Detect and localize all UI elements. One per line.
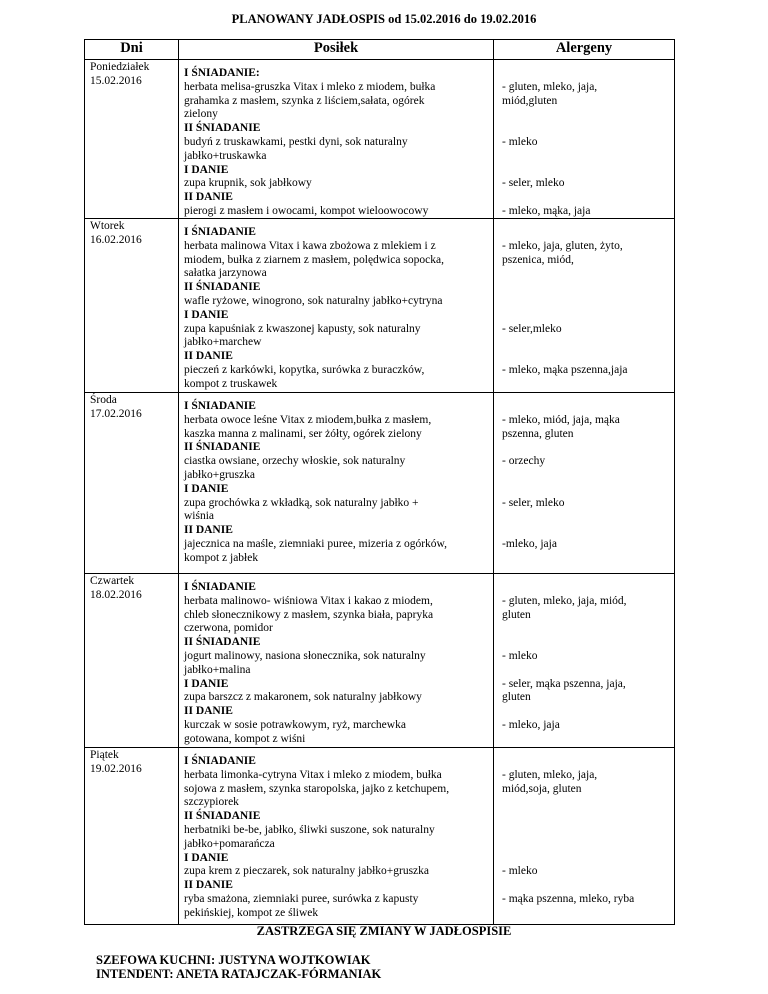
- meal-description: wiśnia: [184, 510, 215, 523]
- allergen-text: miód,soja, gluten: [502, 782, 582, 795]
- meal-description: herbatniki be-be, jabłko, śliwki suszone, sok naturalny: [184, 824, 435, 836]
- menu-row: [85, 60, 675, 219]
- meal-cell: [179, 748, 494, 925]
- meal-heading: II DANIE: [184, 879, 233, 892]
- meal-description: grahamka z masłem, szynka z liściem,sałata, ogórek: [184, 94, 425, 107]
- day-name: Wtorek: [90, 220, 125, 232]
- meal-description: pierogi z masłem i owocami, kompot wieloowocowy: [184, 205, 429, 217]
- meal-description: herbata malinowa Vitax i kawa zbożowa z mlekiem i z: [184, 239, 436, 252]
- allergen-text: - mleko: [502, 650, 538, 662]
- day-cell: [85, 574, 179, 748]
- allergens-cell: [494, 219, 675, 393]
- meal-description: szczypiorek: [184, 796, 239, 809]
- allergen-text: - gluten, mleko, jaja,: [502, 80, 598, 93]
- allergen-text: gluten: [502, 608, 531, 621]
- meal-heading: I ŚNIADANIE: [184, 581, 256, 593]
- day-date: 19.02.2016: [90, 763, 142, 775]
- header-allergens: Alergeny: [494, 40, 675, 60]
- intendent-name: INTENDENT: ANETA RATAJCZAK-FÓRMANIAK: [96, 967, 382, 981]
- meal-description: ciastka owsiane, orzechy włoskie, sok naturalny: [184, 455, 406, 468]
- allergen-text: - mleko, jaja: [502, 719, 560, 731]
- day-cell: [85, 219, 179, 393]
- allergen-text: - seler, mąka pszenna, jaja,: [502, 677, 626, 690]
- meal-description: zupa kapuśniak z kwaszonej kapusty, sok naturalny: [184, 322, 421, 335]
- day-date: 15.02.2016: [90, 75, 142, 87]
- meal-heading: I ŚNIADANIE: [184, 400, 256, 412]
- allergen-text: - gluten, mleko, jaja, miód,: [502, 594, 627, 607]
- header-day: Dni: [85, 40, 179, 60]
- allergen-text: pszenna, gluten: [502, 427, 574, 440]
- meal-description: czerwona, pomidor: [184, 622, 273, 635]
- meal-description: jabłko+truskawka: [184, 149, 267, 162]
- allergen-text: - seler,mleko: [502, 322, 562, 335]
- meal-heading: I ŚNIADANIE:: [184, 67, 260, 79]
- allergen-text: - mleko, mąka pszenna,jaja: [502, 364, 628, 376]
- meal-description: jogurt malinowy, nasiona słonecznika, sok naturalny: [184, 650, 426, 662]
- menu-row: [85, 219, 675, 393]
- meal-heading: II DANIE: [184, 705, 233, 718]
- meal-description: pekińskiej, kompot ze śliwek: [184, 906, 319, 919]
- meal-description: chleb słonecznikowy z masłem, szynka biała, papryka: [184, 608, 434, 621]
- day-cell: [85, 60, 179, 219]
- meal-heading: II ŚNIADANIE: [184, 122, 261, 135]
- meal-description: budyń z truskawkami, pestki dyni, sok naturalny: [184, 136, 408, 148]
- document-title: PLANOWANY JADŁOSPIS od 15.02.2016 do 19.02.2016: [231, 12, 537, 26]
- header-row: [85, 40, 675, 60]
- meal-description: herbata limonka-cytryna Vitax i mleko z miodem, bułka: [184, 768, 442, 781]
- day-date: 17.02.2016: [90, 408, 142, 420]
- meal-cell: [179, 393, 494, 574]
- day-cell: [85, 393, 179, 574]
- meal-description: zupa barszcz z makaronem, sok naturalny jabłkowy: [184, 691, 422, 704]
- allergen-text: - mleko: [502, 136, 538, 148]
- meal-heading: II ŚNIADANIE: [184, 810, 261, 823]
- meal-description: ryba smażona, ziemniaki puree, surówka z kapusty: [184, 893, 419, 905]
- meal-description: zupa krem z pieczarek, sok naturalny jabłko+gruszka: [184, 865, 430, 878]
- meal-description: gotowana, kompot z wiśni: [184, 732, 306, 745]
- meal-description: herbata malinowo- wiśniowa Vitax i kakao z miodem,: [184, 594, 433, 607]
- meal-heading: II ŚNIADANIE: [184, 441, 261, 454]
- meal-description: kaszka manna z malinami, ser żółty, ogórek zielony: [184, 427, 422, 440]
- meal-heading: I DANIE: [184, 851, 229, 864]
- meal-description: sojowa z masłem, szynka staropolska, jajko z ketchupem,: [184, 782, 450, 795]
- allergen-text: miód,gluten: [502, 94, 558, 107]
- meal-description: jajecznica na maśle, ziemniaki puree, mizeria z ogórków,: [184, 538, 447, 550]
- meal-heading: I ŚNIADANIE: [184, 755, 256, 767]
- meal-description: kurczak w sosie potrawkowym, ryż, marchewka: [184, 719, 406, 731]
- allergen-text: - mleko, mąka, jaja: [502, 205, 591, 217]
- allergen-text: gluten: [502, 691, 531, 704]
- allergen-text: - gluten, mleko, jaja,: [502, 768, 598, 781]
- day-name: Czwartek: [90, 575, 135, 587]
- allergen-text: -mleko, jaja: [502, 538, 557, 550]
- allergen-text: pszenica, miód,: [502, 253, 574, 266]
- day-name: Piątek: [90, 749, 119, 761]
- meal-cell: [179, 219, 494, 393]
- meal-heading: II ŚNIADANIE: [184, 281, 261, 294]
- menu-row: [85, 574, 675, 748]
- changes-note: ZASTRZEGA SIĘ ZMIANY W JADŁOSPISIE: [256, 924, 512, 938]
- day-date: 18.02.2016: [90, 589, 142, 601]
- meal-heading: I DANIE: [184, 308, 229, 321]
- allergen-text: - orzechy: [502, 455, 546, 468]
- meal-description: sałatka jarzynowa: [184, 267, 267, 280]
- menu-table: [84, 39, 675, 925]
- meal-description: pieczeń z karkówki, kopytka, surówka z buraczków,: [184, 364, 425, 376]
- meal-heading: I DANIE: [184, 677, 229, 690]
- day-date: 16.02.2016: [90, 234, 142, 246]
- meal-heading: I DANIE: [184, 163, 229, 176]
- chef-name: SZEFOWA KUCHNI: JUSTYNA WOJTKOWIAK: [96, 953, 371, 967]
- day-name: Środa: [90, 394, 117, 406]
- allergen-text: - mleko, miód, jaja, mąka: [502, 413, 620, 426]
- meal-description: herbata melisa-gruszka Vitax i mleko z miodem, bułka: [184, 80, 436, 93]
- allergen-text: - mąka pszenna, mleko, ryba: [502, 893, 635, 905]
- allergen-text: - seler, mleko: [502, 177, 565, 190]
- allergen-text: - mleko, jaja, gluten, żyto,: [502, 239, 623, 252]
- meal-description: zupa grochówka z wkładką, sok naturalny jabłko +: [184, 496, 419, 509]
- meal-cell: [179, 574, 494, 748]
- allergens-cell: [494, 574, 675, 748]
- meal-description: jabłko+marchew: [184, 336, 262, 349]
- meal-heading: II ŚNIADANIE: [184, 636, 261, 649]
- meal-cell: [179, 60, 494, 219]
- menu-row: [85, 393, 675, 574]
- meal-description: kompot z jabłek: [184, 551, 259, 564]
- header-meal: Posiłek: [179, 40, 494, 60]
- meal-description: zupa krupnik, sok jabłkowy: [184, 177, 312, 190]
- meal-description: jabłko+gruszka: [184, 469, 255, 481]
- meal-heading: I DANIE: [184, 482, 229, 495]
- allergens-cell: [494, 60, 675, 219]
- menu-row: [85, 748, 675, 925]
- meal-heading: II DANIE: [184, 191, 233, 204]
- day-cell: [85, 748, 179, 925]
- allergen-text: - seler, mleko: [502, 496, 565, 509]
- meal-description: jabłko+malina: [184, 663, 251, 676]
- meal-description: jabłko+pomarańcza: [184, 837, 275, 850]
- allergens-cell: [494, 748, 675, 925]
- meal-description: miodem, bułka z ziarnem z masłem, polędwica sopocka,: [184, 253, 444, 266]
- menu-body: [85, 60, 675, 925]
- meal-description: herbata owoce leśne Vitax z miodem,bułka z masłem,: [184, 413, 432, 426]
- meal-description: zielony: [184, 108, 218, 121]
- allergen-text: - mleko: [502, 865, 538, 878]
- day-name: Poniedziałek: [90, 61, 150, 73]
- meal-description: wafle ryżowe, winogrono, sok naturalny jabłko+cytryna: [184, 295, 443, 307]
- meal-heading: II DANIE: [184, 524, 233, 537]
- meal-description: kompot z truskawek: [184, 377, 278, 390]
- meal-heading: I ŚNIADANIE: [184, 226, 256, 238]
- allergens-cell: [494, 393, 675, 574]
- meal-heading: II DANIE: [184, 350, 233, 363]
